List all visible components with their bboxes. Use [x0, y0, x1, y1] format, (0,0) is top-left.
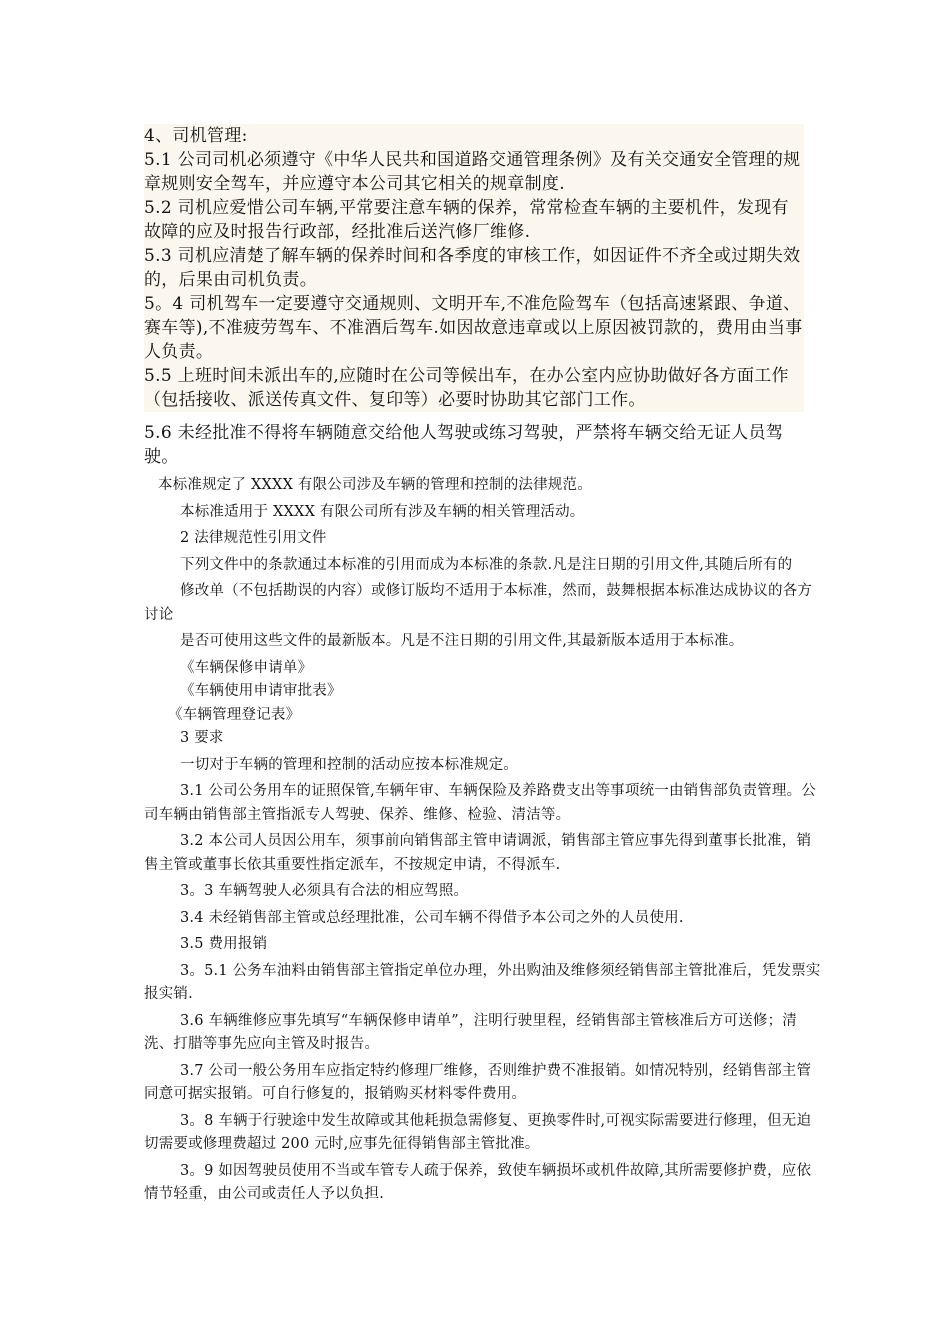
req-3-5: 3.5 费用报销 [180, 936, 268, 952]
standard-body [144, 474, 824, 1207]
item-5-6: 5.6 未经批准不得将车辆随意交给他人驾驶或练习驾驶，严禁将车辆交给无证人员驾驶。 [144, 423, 784, 467]
req-3-6: 3.6 车辆维修应事先填写“车辆保修申请单”，注明行驶里程，经销售部主管核准后方可送修；清洗、打腊等事先应向主管及时报告。 [144, 1012, 797, 1052]
req-3-1: 3.1 公司公务用车的证照保管,车辆年审、车辆保险及养路费支出等事项统一由销售部负责管理。公司车辆由销售部主管指派专人驾驶、保养、维修、检验、清洁等。 [144, 783, 816, 823]
req-3-9: 3。9 如因驾驶员使用不当或车管专人疏于保养，致使车辆损坏或机件故障,其所需要修护费，应依情节轻重，由公司或责任人予以负担. [144, 1162, 812, 1202]
req-3-8: 3。8 车辆于行驶途中发生故障或其他耗损急需修复、更换零件时,可视实际需要进行修理，但无迫切需要或修理费超过 200 元时,应事先征得销售部主管批准。 [144, 1112, 812, 1152]
requirements-heading: 3 要求 [180, 730, 224, 746]
req-3-7: 3.7 公司一般公务用车应指定特约修理厂维修，否则维护费不准报销。如情况特别，经销售部主管同意可据实报销。可自行修复的，报销购买材料零件费用。 [144, 1062, 812, 1102]
req-3-4: 3.4 未经销售部主管或总经理批准，公司车辆不得借予本公司之外的人员使用. [180, 909, 684, 926]
scope-paragraph-1: 本标准规定了 XXXX 有限公司涉及车辆的管理和控制的法律规范。 [158, 477, 592, 493]
form-reference-1: 《车辆保修申请单》 [180, 659, 313, 676]
form-reference-2: 《车辆使用申请审批表》 [180, 683, 342, 699]
req-3-3: 3。3 车辆驾驶人必须具有合法的相应驾照。 [180, 883, 469, 899]
item-5-2: 5.2 司机应爱惜公司车辆,平常要注意车辆的保养，常常检查车辆的主要机件，发现有故障的应及时报告行政部，经批准后送汽修厂维修. [144, 198, 789, 242]
refs-paragraph-2: 修改单（不包括勘误的内容）或修订版均不适用于本标准，然而，鼓舞根据本标准达成协议的各方讨论 [144, 583, 813, 623]
section-heading: 4、司机管理: [144, 126, 248, 146]
item-5-1: 5.1 公司司机必须遵守《中华人民共和国道路交通管理条例》及有关交通安全管理的规章规则安全驾车，并应遵守本公司其它相关的规章制度. [144, 150, 801, 194]
refs-paragraph-1: 下列文件中的条款通过本标准的引用而成为本标准的条款.凡是注日期的引用文件,其随后所有的 [180, 556, 793, 573]
req-3-5-1: 3。5.1 公务车油料由销售部主管指定单位办理，外出购油及维修须经销售部主管批准后，凭发票实报实销. [144, 962, 821, 1002]
req-3-2: 3.2 本公司人员因公用车，须事前向销售部主管申请调派，销售部主管应事先得到董事长批准，销售主管或董事长依其重要性指定派车，不按规定申请，不得派车. [144, 833, 812, 873]
item-5-5: 5.5 上班时间未派出车的,应随时在公司等候出车，在办公室内应协助做好各方面工作（包括接收、派送传真文件、复印等）必要时协助其它部门工作。 [144, 366, 789, 410]
item-5-3: 5.3 司机应清楚了解车辆的保养时间和各季度的审核工作，如因证件不齐全或过期失效的，后果由司机负责。 [144, 246, 801, 290]
item-5-4: 5。4 司机驾车一定要遵守交通规则、文明开车,不准危险驾车（包括高速紧跟、争道、赛车等),不准疲劳驾车、不准酒后驾车.如因故意违章或以上原因被罚款的，费用由当事人负责。 [144, 294, 803, 362]
refs-paragraph-3: 是否可使用这些文件的最新版本。凡是不注日期的引用文件,其最新版本适用于本标准。 [180, 633, 744, 649]
form-reference-3: 《车辆管理登记表》 [168, 706, 301, 723]
requirements-intro: 一切对于车辆的管理和控制的活动应按本标准规定。 [180, 756, 519, 773]
item-5-6-block [144, 421, 804, 469]
refs-heading: 2 法律规范性引用文件 [180, 530, 327, 546]
scope-paragraph-2: 本标准适用于 XXXX 有限公司所有涉及车辆的相关管理活动。 [180, 503, 585, 520]
driver-management-section [144, 124, 804, 412]
